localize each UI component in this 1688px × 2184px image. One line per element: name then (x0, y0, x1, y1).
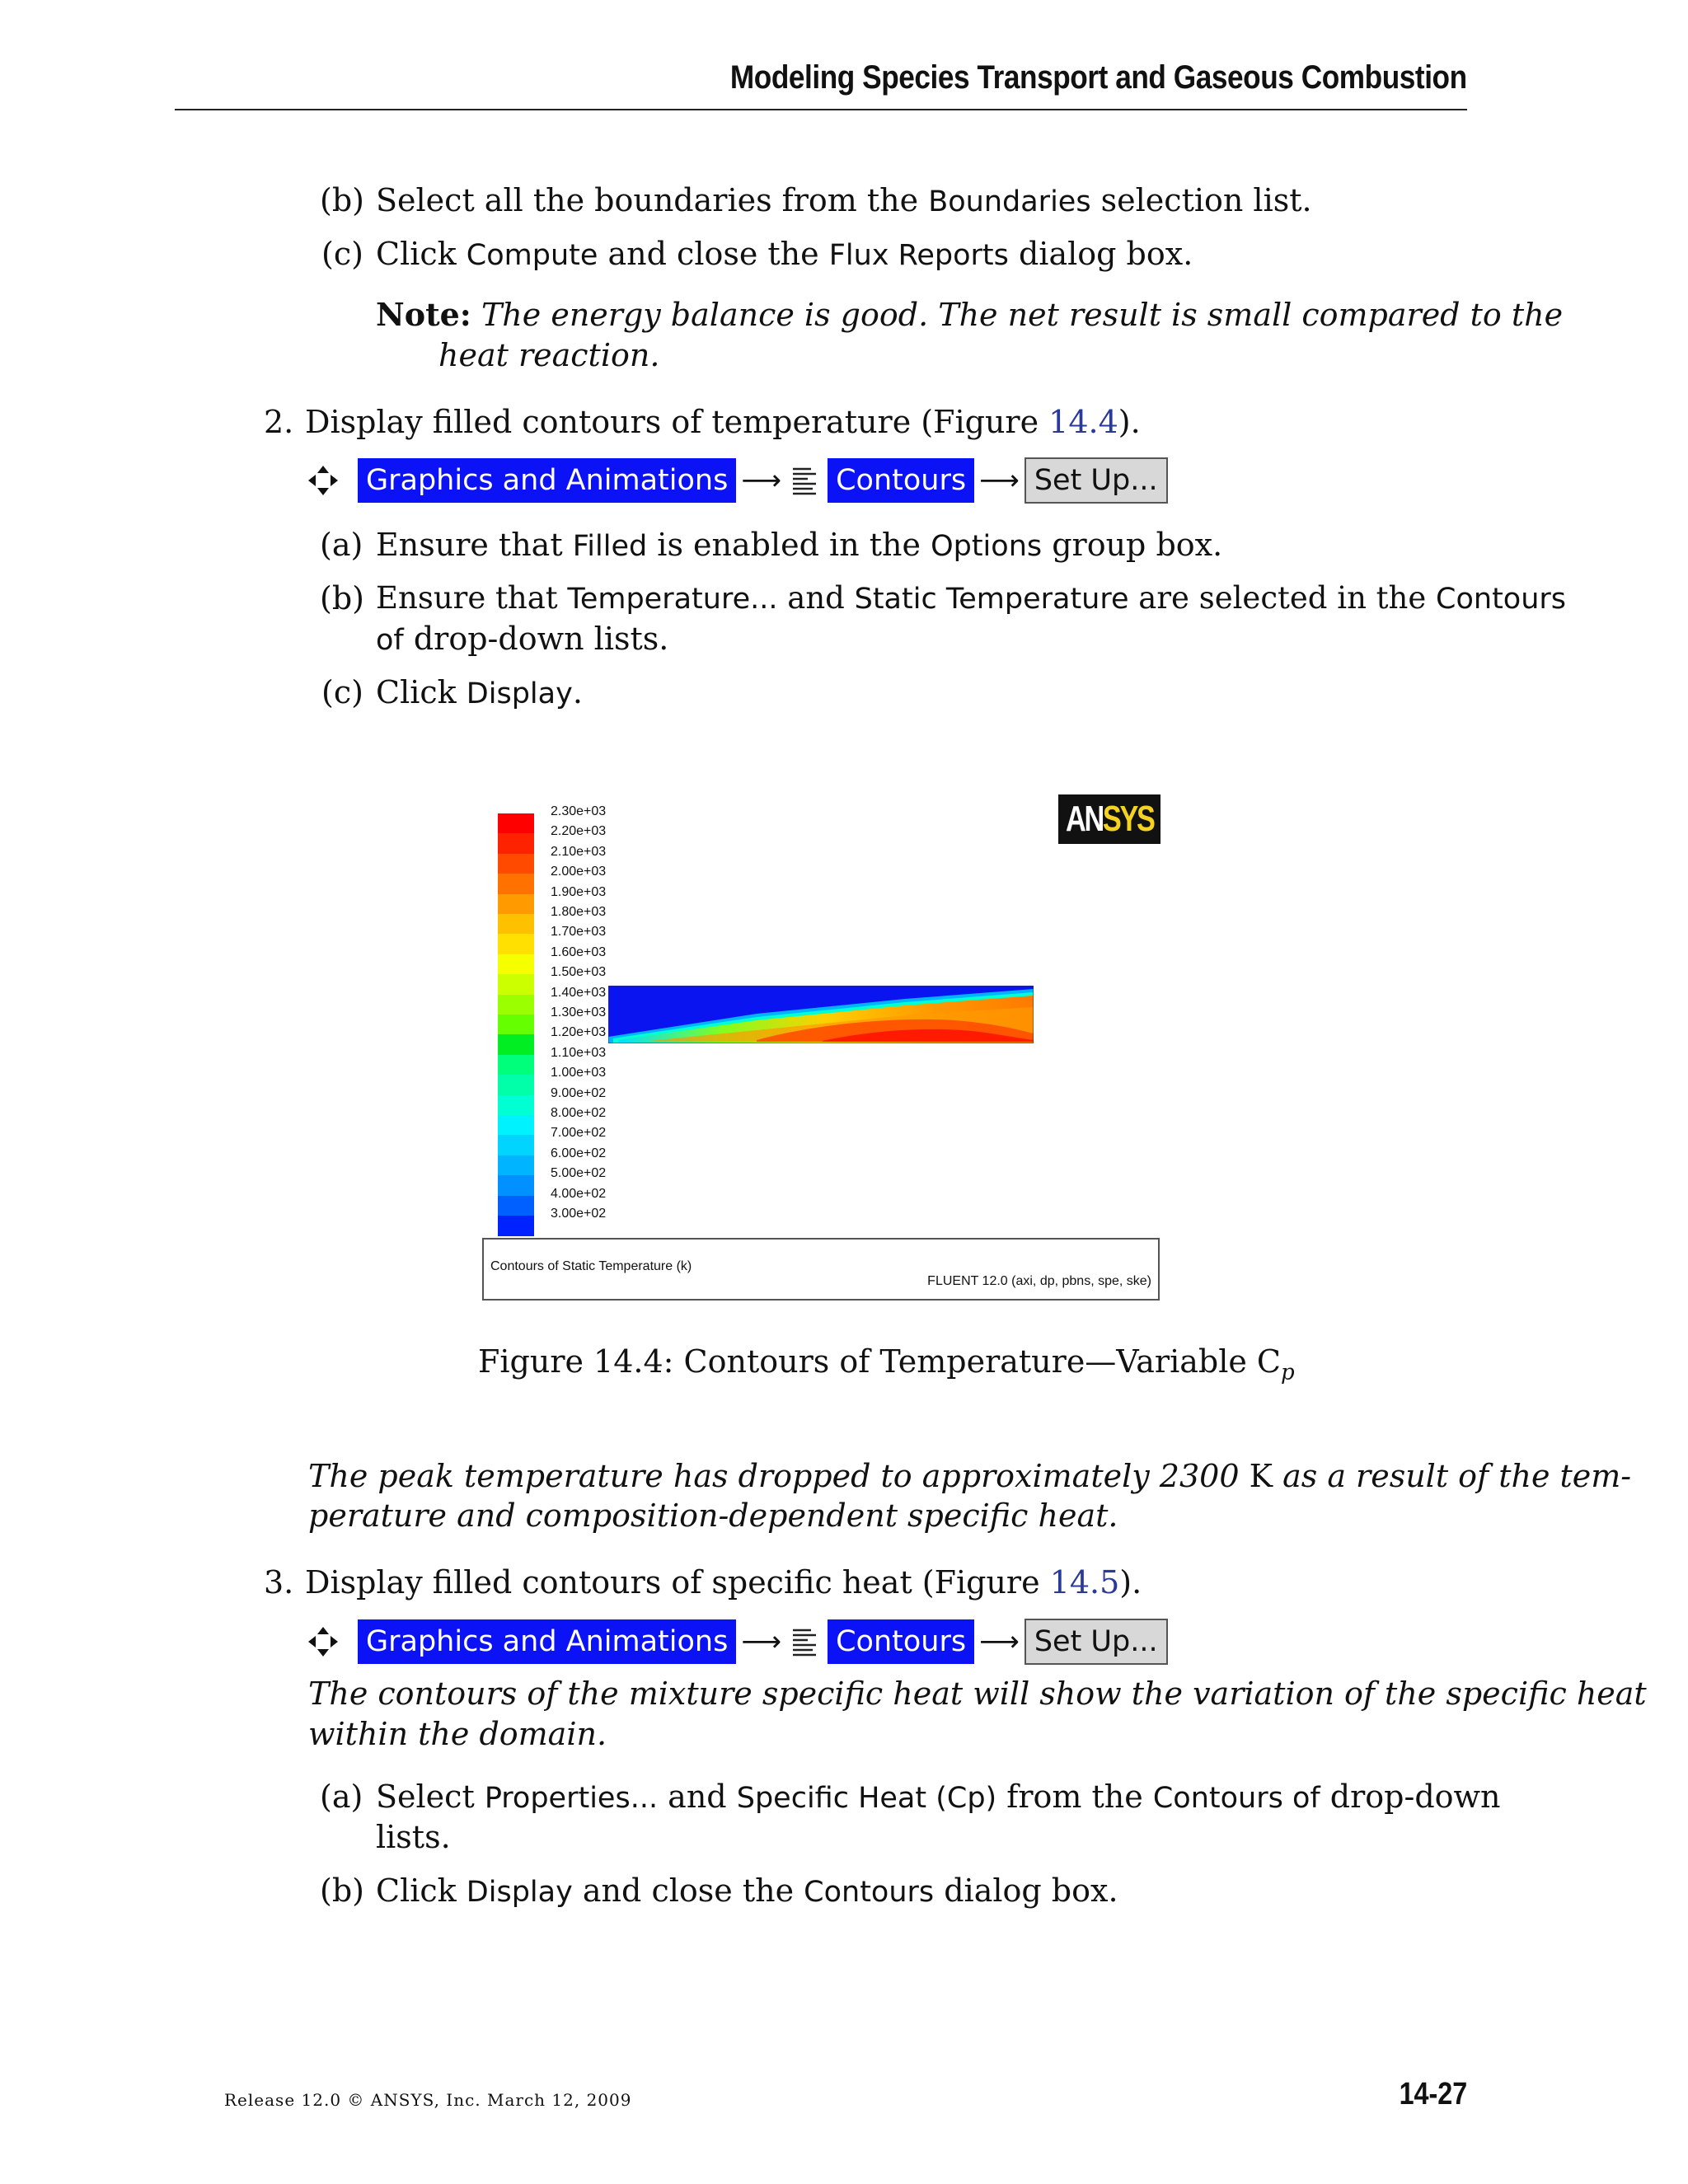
note-line-1 (376, 294, 1563, 335)
graphics-animations-menu[interactable]: Graphics and Animations (358, 1619, 736, 1664)
legend-label: 8.00e+02 (551, 1106, 607, 1120)
ui-term: Properties... (484, 1782, 659, 1815)
figure-caption (478, 1341, 1295, 1394)
legend-swatch (498, 1216, 534, 1236)
text: drop-down lists. (413, 621, 669, 657)
legend-swatch (498, 1055, 534, 1076)
legend-label: 1.10e+03 (551, 1045, 607, 1060)
step2-marker: 2. (264, 404, 294, 440)
arrow-icon: ⟶ (979, 464, 1020, 497)
text: Ensure that (376, 580, 558, 616)
ui-term: Display (466, 677, 573, 710)
caption-subscript: p (1281, 1360, 1295, 1385)
legend-label: 1.80e+03 (551, 905, 607, 919)
unit: K (1249, 1458, 1273, 1494)
step2-a-text (376, 524, 1222, 567)
page-number: 14-27 (1399, 2077, 1467, 2111)
step2-a-marker: (a) (320, 527, 363, 563)
ui-term: Temperature... (567, 583, 778, 616)
text: selection list. (1100, 182, 1312, 218)
text: The peak temperature has dropped to approximately 2300 (308, 1458, 1240, 1494)
caption-text: Figure 14.4: Contours of Temperature—Variable C (478, 1343, 1282, 1380)
paragraph-line-1 (308, 1455, 1631, 1497)
legend-label: 2.10e+03 (551, 844, 607, 859)
arrow-icon: ⟶ (741, 464, 782, 497)
contours-menu[interactable]: Contours (828, 458, 974, 503)
ui-term: Specific Heat (Cp) (736, 1782, 997, 1815)
setup-button[interactable]: Set Up... (1025, 457, 1168, 504)
legend-swatch (498, 1135, 534, 1155)
figure-info-right: FLUENT 12.0 (axi, dp, pbns, spe, ske) (927, 1274, 1151, 1288)
text: Click (376, 1872, 457, 1909)
text: group box. (1052, 527, 1223, 563)
ui-term: Boundaries (928, 185, 1091, 218)
text: ). (1119, 1564, 1142, 1601)
text: ). (1118, 404, 1141, 440)
step2-c-marker: (c) (321, 674, 363, 710)
ui-term: Flux Reports (828, 239, 1009, 272)
legend-swatch (498, 1034, 534, 1055)
legend-swatch (498, 1095, 534, 1116)
text: Display filled contours of specific heat (Figure (305, 1564, 1040, 1601)
ui-term: Contours (804, 1876, 935, 1909)
text: from the (1006, 1779, 1143, 1815)
legend-swatch (498, 813, 534, 834)
legend-swatch (498, 1175, 534, 1196)
text: drop-down (1329, 1779, 1501, 1815)
step2-c-text (376, 672, 583, 715)
legend-label: 7.00e+02 (551, 1126, 607, 1141)
legend-swatch (498, 894, 534, 915)
text: and (787, 580, 845, 616)
ui-term: Contours (1436, 583, 1567, 616)
step2-b-text-2 (376, 618, 668, 661)
text: and close the (607, 236, 819, 272)
step2-b-marker: (b) (320, 580, 364, 616)
legend-label: 2.30e+03 (551, 804, 607, 818)
legend-swatch (498, 914, 534, 935)
figure-info-left: Contours of Static Temperature (k) (490, 1259, 692, 1273)
footer-release: Release 12.0 © ANSYS, Inc. March 12, 2009 (224, 2090, 632, 2110)
figure-link[interactable]: 14.4 (1048, 404, 1118, 440)
legend-label: 1.70e+03 (551, 925, 607, 940)
step2-b-text (376, 578, 1566, 620)
legend-label: 1.30e+03 (551, 1005, 607, 1019)
text: dialog box. (1018, 236, 1193, 272)
ui-term: Display (466, 1876, 573, 1909)
move-icon (307, 464, 340, 497)
step1-b-text (376, 180, 1312, 223)
legend-label: 2.20e+03 (551, 824, 607, 839)
step2-text (305, 401, 1141, 443)
step3-menu-path (307, 1619, 1168, 1665)
contours-list-icon (791, 1627, 819, 1657)
ui-term: Static Temperature (854, 583, 1129, 616)
contour-figure (462, 783, 1203, 1310)
legend-label: 1.20e+03 (551, 1025, 607, 1040)
move-icon (307, 1625, 340, 1658)
text: Click (376, 674, 457, 710)
step3-a-text (376, 1776, 1501, 1819)
step1-c-text (376, 233, 1193, 276)
setup-button[interactable]: Set Up... (1025, 1619, 1168, 1665)
step3-b-marker: (b) (320, 1872, 364, 1909)
step3-a-marker: (a) (320, 1779, 363, 1815)
arrow-icon: ⟶ (979, 1625, 1020, 1658)
legend-label: 1.00e+03 (551, 1066, 607, 1080)
legend-label: 1.90e+03 (551, 884, 607, 899)
ui-term: Filled (572, 530, 648, 563)
step3-b-text (376, 1870, 1118, 1913)
legend-swatch (498, 874, 534, 894)
legend-swatch (498, 1155, 534, 1176)
ui-term: Compute (466, 239, 598, 272)
figure-link[interactable]: 14.5 (1049, 1564, 1120, 1601)
contours-list-icon (791, 466, 819, 495)
text: is enabled in the (657, 527, 921, 563)
step3-a-text-2: lists. (376, 1819, 451, 1855)
page-header-title: Modeling Species Transport and Gaseous Combustion (730, 59, 1467, 96)
legend-swatch (498, 1196, 534, 1216)
figure-info-box (482, 1238, 1160, 1301)
step1-b-marker: (b) (320, 182, 364, 218)
legend-label: 5.00e+02 (551, 1166, 607, 1181)
legend-swatch (498, 974, 534, 995)
legend-swatch (498, 854, 534, 874)
arrow-icon: ⟶ (741, 1625, 782, 1658)
graphics-animations-menu[interactable]: Graphics and Animations (358, 458, 736, 503)
text: dialog box. (944, 1872, 1118, 1909)
legend-label: 1.60e+03 (551, 944, 607, 959)
paragraph-line-2: perature and composition-dependent specific heat. (308, 1497, 1118, 1534)
step2-menu-path (307, 457, 1168, 504)
legend-swatch (498, 1115, 534, 1136)
ui-term: Contours of (1152, 1782, 1320, 1815)
text: are selected in the (1138, 580, 1427, 616)
text: Click (376, 236, 457, 272)
legend-swatch (498, 934, 534, 954)
step3-text (305, 1562, 1142, 1603)
step3-desc-line-2: within the domain. (308, 1716, 607, 1752)
header-rule (175, 109, 1467, 110)
legend-swatch (498, 833, 534, 854)
ansys-logo-text: ANSYS (1065, 799, 1154, 839)
text: Ensure that (376, 527, 563, 563)
legend-swatch (498, 1075, 534, 1095)
legend-swatch (498, 954, 534, 975)
contours-menu[interactable]: Contours (828, 1619, 974, 1664)
legend-label: 3.00e+02 (551, 1207, 607, 1221)
ui-term: Options (931, 530, 1043, 563)
note-label: Note: (376, 296, 471, 333)
text: Display filled contours of temperature (Figure (305, 404, 1039, 440)
text: Select (376, 1779, 475, 1815)
text: . (572, 674, 583, 710)
text: Select all the boundaries from the (376, 182, 919, 218)
legend-label: 1.50e+03 (551, 965, 607, 980)
note-line-2: heat reaction. (438, 337, 660, 373)
legend-label: 4.00e+02 (551, 1186, 607, 1201)
ui-term: of (376, 624, 404, 657)
legend-swatch (498, 1015, 534, 1035)
note-text: The energy balance is good. The net result is small compared to the (481, 297, 1564, 333)
text: as a result of the tem- (1282, 1458, 1632, 1494)
legend-swatch (498, 995, 534, 1015)
text: and close the (582, 1872, 795, 1909)
legend-label: 1.40e+03 (551, 985, 607, 1000)
ansys-logo (1058, 794, 1160, 844)
legend-label: 9.00e+02 (551, 1085, 607, 1100)
step3-desc-line-1: The contours of the mixture specific heat will show the variation of the specific heat (308, 1675, 1647, 1712)
temperature-contour-domain (608, 986, 1034, 1043)
legend-label: 6.00e+02 (551, 1146, 607, 1160)
text: and (668, 1779, 727, 1815)
step3-marker: 3. (264, 1564, 294, 1601)
legend-label: 2.00e+03 (551, 865, 607, 879)
step1-c-marker: (c) (321, 236, 363, 272)
